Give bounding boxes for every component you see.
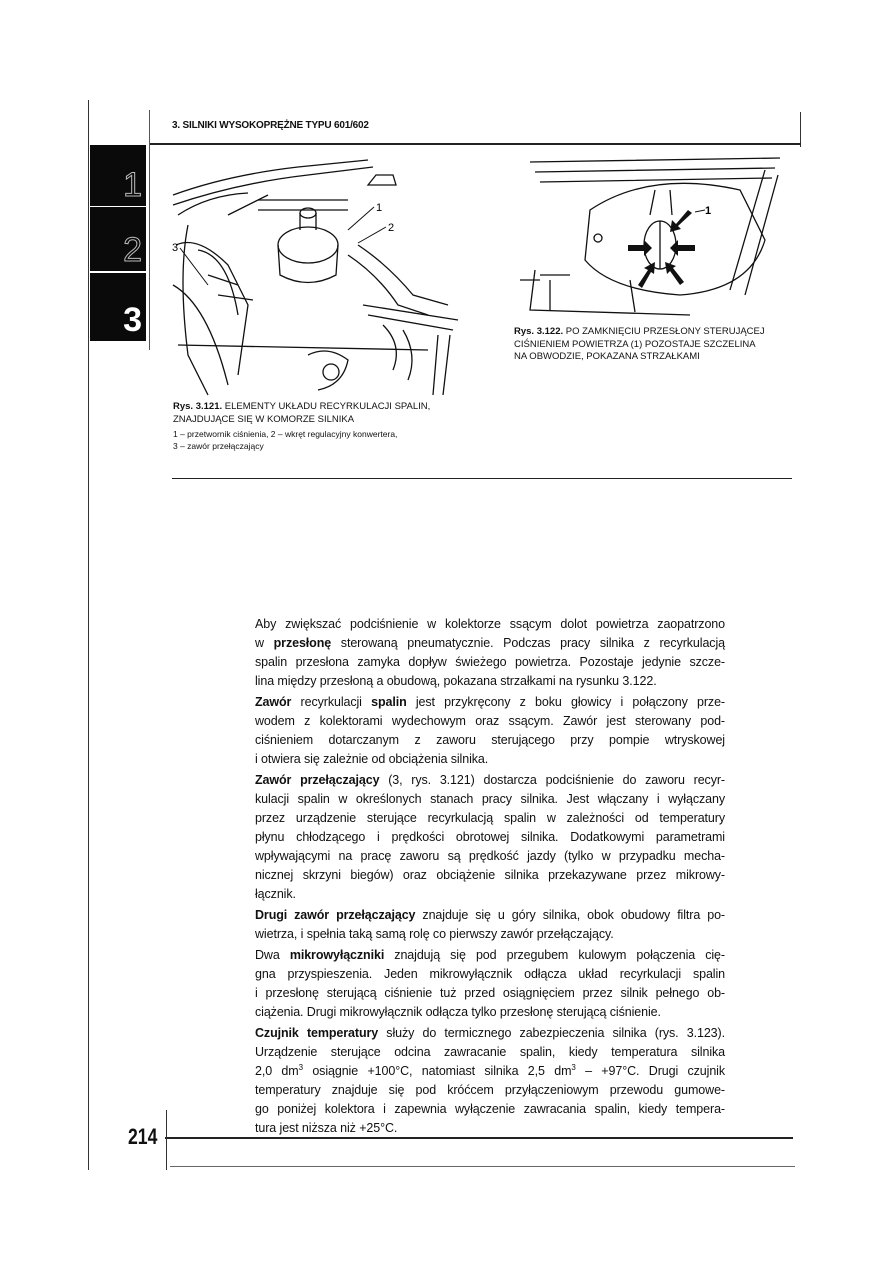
text-segment: płynu chłodzącego i prędkości obrotowej silnika. Dodatkowymi parametrami: [255, 830, 725, 844]
text-line: [255, 925, 725, 944]
callout-2: 2: [388, 222, 395, 234]
chapter-tab-number: 2: [123, 231, 142, 269]
figure-3-122-throttle-illustration: [510, 150, 790, 320]
text-segment: łącznik.: [255, 887, 296, 901]
text-segment: służy do termicznego zabezpieczenia silnika (rys. 3.123).: [378, 1026, 725, 1040]
text-segment: (3, rys. 3.121) dostarcza podciśnienie do zaworu recyr-: [379, 773, 725, 787]
text-line: [255, 1100, 725, 1119]
callout-1: 1: [705, 205, 712, 217]
text-line: [255, 946, 725, 965]
text-segment: Urządzenie sterujące odcina zawracanie spalin, kiedy temperatura silnika: [255, 1045, 725, 1059]
text-line: [255, 1119, 725, 1138]
caption-label: Rys. 3.121.: [173, 401, 223, 412]
text-segment: i przesłonę sterującą ciśnienie tuż przed osiągnięciem przez silnik pełnego ob-: [255, 986, 725, 1000]
text-line: [255, 1081, 725, 1100]
caption-text: CIŚNIENIEM POWIETRZA (1) POZOSTAJE SZCZELINA: [514, 338, 756, 350]
figure-3-121-engine-illustration: [168, 155, 468, 400]
text-segment: jest przykręcony z boku głowicy i połączony prze-: [406, 695, 725, 709]
chapter-tab-1[interactable]: [90, 145, 146, 206]
text-segment: Dwa: [255, 948, 290, 962]
text-line: [255, 771, 725, 790]
text-line: [255, 809, 725, 828]
text-segment: sterowaną pneumatycznie. Podczas pracy silnika z recyrkulacją: [331, 636, 725, 650]
bottom-rule: [170, 1166, 795, 1167]
figure-3-122-caption: [514, 326, 804, 364]
text-segment: recyrkulacji: [291, 695, 372, 709]
text-line: [255, 731, 725, 750]
text-segment: Aby zwiększać podciśnienie w kolektorze ssącym dolot powietrza zaopatrzono: [255, 617, 725, 631]
legend-line: 3 – zawór przełączający: [173, 441, 264, 451]
text-segment: wietrza, i spełnia taką samą rolę co pierwszy zawór przełączający.: [255, 927, 614, 941]
text-segment: przez urządzenie sterujące recyrkulacją spalin w zależności od temperatury: [255, 811, 725, 825]
figure-3-121-legend: [173, 428, 473, 452]
figures-bottom-rule: [172, 478, 792, 479]
text-segment: znajdują się pod przegubem kulowym połączenia cię-: [384, 948, 725, 962]
text-segment: wodem z kolektorami wydechowym oraz ssącym. Zawór jest sterowany pod-: [255, 714, 725, 728]
page-number: 214: [128, 1124, 158, 1149]
text-line: [255, 885, 725, 904]
text-segment: go poniżej kolektora i zapewnia wyłączenie zawracania spalin, kiedy tempera-: [255, 1102, 725, 1116]
left-margin-line: [88, 100, 89, 1170]
text-segment: tura jest niższa niż +25°C.: [255, 1121, 398, 1135]
text-line: [255, 984, 725, 1003]
text-line: [255, 750, 725, 769]
bold-term: Drugi zawór przełączający: [255, 908, 416, 922]
text-segment: lina między przesłoną a obudową, pokazana strzałkami na rysunku 3.122.: [255, 674, 657, 688]
chapter-tab-number: 3: [123, 301, 142, 339]
text-line: [255, 634, 725, 653]
bold-term: mikrowyłączniki: [289, 948, 385, 962]
legend-line: 1 – przetwornik ciśnienia, 2 – wkręt regulacyjny konwertera,: [173, 429, 398, 439]
text-line: [255, 1003, 725, 1022]
text-segment: ciśnieniem dotarczanym z zaworu sterującego przy pompie wtryskowej: [255, 733, 725, 747]
text-segment: 3: [571, 1062, 576, 1072]
footer-divider: [166, 1110, 167, 1170]
text-line: [255, 672, 725, 691]
text-line: [255, 1024, 725, 1043]
text-line: [255, 615, 725, 634]
bold-term: przesłonę: [273, 636, 332, 650]
column-divider-line: [149, 110, 150, 350]
caption-label: Rys. 3.122.: [514, 326, 564, 337]
text-line: [255, 828, 725, 847]
caption-text: PO ZAMKNIĘCIU PRZESŁONY STERUJĄCEJ: [565, 326, 765, 337]
bold-term: Czujnik temperatury: [255, 1026, 379, 1040]
caption-text: NA OBWODZIE, POKAZANA STRZAŁKAMI: [514, 351, 700, 362]
chapter-tab-3[interactable]: [90, 273, 146, 341]
text-segment: – +97°C. Drugi czujnik: [575, 1064, 726, 1078]
callout-3: 3: [172, 242, 179, 254]
text-segment: gna przyspieszenia. Jeden mikrowyłącznik odłącza układ recyrkulacji spalin: [255, 967, 725, 981]
text-line: [255, 653, 725, 672]
text-line: [255, 712, 725, 731]
text-line: [255, 847, 725, 866]
chapter-header: 3. SILNIKI WYSOKOPRĘŻNE TYPU 601/602: [172, 120, 369, 131]
text-segment: wpływającymi na pracę zaworu są prędkość jazdy (tylko w przypadku mecha-: [255, 849, 725, 863]
body-text: [255, 615, 725, 1138]
figure-3-121-caption: [173, 401, 463, 426]
callout-1: 1: [376, 202, 383, 214]
text-segment: temperatury znajduje się pod króćcem przyłączeniowym przewodu gumowe-: [255, 1083, 725, 1097]
text-segment: znajduje się u góry silnika, obok obudowy filtra po-: [415, 908, 725, 922]
text-line: [255, 790, 725, 809]
text-line: [255, 1062, 725, 1081]
text-segment: w: [255, 636, 274, 650]
text-segment: spalin przesłona zamyka dopływ świeżego powietrza. Pozostaje jedynie szcze-: [255, 655, 725, 669]
chapter-tab-2[interactable]: [90, 207, 146, 271]
bold-term: Zawór przełączający: [255, 773, 380, 787]
text-line: [255, 906, 725, 925]
text-segment: kulacji spalin w określonych stanach pracy silnika. Jest włączany i wyłączany: [255, 792, 725, 806]
chapter-tab-number: 1: [123, 166, 142, 204]
text-segment: i otwiera się zależnie od obciążenia silnika.: [255, 752, 489, 766]
text-segment: 3: [298, 1062, 303, 1072]
text-line: [255, 693, 725, 712]
right-frame-line: [800, 112, 801, 147]
caption-text: ELEMENTY UKŁADU RECYRKULACJI SPALIN, ZNAJDUJĄCE SIĘ W KOMORZE SILNIKA: [173, 401, 431, 425]
text-segment: 2,0 dm: [255, 1064, 299, 1078]
text-line: [255, 866, 725, 885]
bold-term: spalin: [371, 695, 407, 709]
text-line: [255, 1043, 725, 1062]
text-segment: nicznej skrzyni biegów) oraz obciążenie silnika przekazywane przez mikrowy-: [255, 868, 725, 882]
bold-term: Zawór: [255, 695, 292, 709]
text-segment: ciążenia. Drugi mikrowyłącznik odłącza tylko przesłonę sterującą ciśnienie.: [255, 1005, 661, 1019]
text-line: [255, 965, 725, 984]
header-rule: [150, 143, 801, 145]
text-segment: osiągnie +100°C, natomiast silnika 2,5 dm: [302, 1064, 572, 1078]
